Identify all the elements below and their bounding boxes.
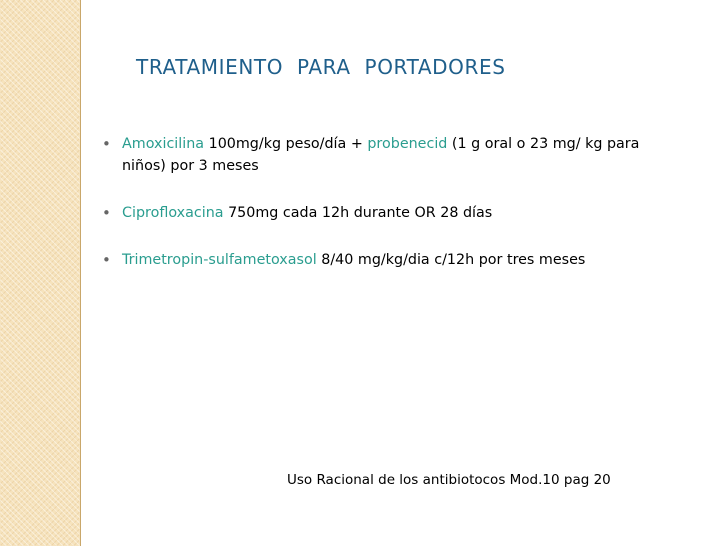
dosage-text: 100mg/kg peso/día + bbox=[204, 136, 368, 152]
drug-name-secondary: probenecid bbox=[367, 136, 448, 152]
slide-title: TRATAMIENTO PARA PORTADORES bbox=[136, 55, 506, 79]
bullet-icon: • bbox=[102, 204, 111, 222]
drug-name: Amoxicilina bbox=[122, 136, 205, 152]
drug-name: Ciprofloxacina bbox=[122, 205, 224, 221]
bullet-icon: • bbox=[102, 135, 111, 153]
dosage-text: 8/40 mg/kg/dia c/12h por tres meses bbox=[316, 252, 586, 268]
bullet-icon: • bbox=[102, 251, 111, 269]
bullet-item-amoxicilina bbox=[102, 133, 682, 177]
reference-citation: Uso Racional de los antibiotocos Mod.10 pag 20 bbox=[287, 472, 611, 488]
dosage-text-secondary: (1 g oral o 23 mg/ kg para niños) por 3 meses bbox=[122, 136, 640, 174]
drug-name: Trimetropin-sulfametoxasol bbox=[122, 252, 317, 268]
dosage-text: 750mg cada 12h durante OR 28 días bbox=[223, 205, 493, 221]
bullet-list bbox=[102, 133, 682, 271]
decorative-side-band bbox=[0, 0, 80, 546]
side-band-divider bbox=[80, 0, 81, 546]
bullet-item-trimetropin bbox=[102, 249, 682, 271]
bullet-item-ciprofloxacina bbox=[102, 202, 682, 224]
